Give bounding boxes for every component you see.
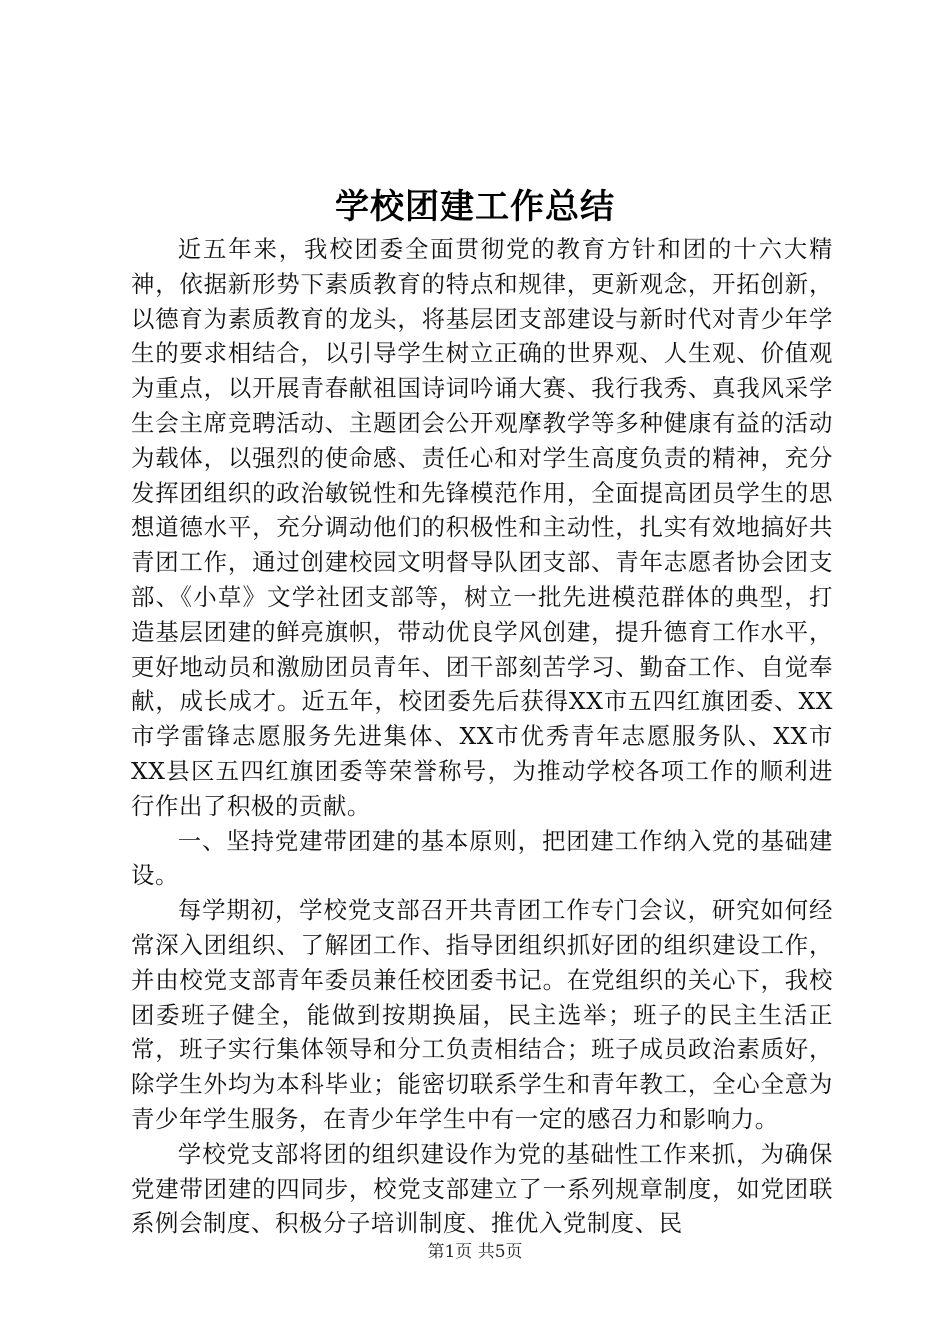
- page-number-footer: 第1页 共5页: [427, 1242, 523, 1262]
- section-heading-1: 一、坚持党建带团建的基本原则，把团建工作纳入党的基础建设。: [131, 826, 833, 890]
- document-title: 学校团建工作总结: [335, 187, 615, 227]
- document-body: [131, 232, 833, 1241]
- paragraph-semester: 每学期初，学校党支部召开共青团工作专门会议，研究如何经常深入团组织、了解团工作、指导团组织抓好团的组织建设工作，并由校党支部青年委员兼任校团委书记。在党组织的关心下，我校团委班子健全，能做到按期换届，民主选举；班子的民主生活正常，班子实行集体领导和分工负责相结合；班子成员政治素质好，除学生外均为本科毕业；能密切联系学生和青年教工，全心全意为青少年学生服务，在青少年学生中有一定的感召力和影响力。: [131, 896, 833, 1133]
- paragraph-intro: 近五年来，我校团委全面贯彻党的教育方针和团的十六大精神，依据新形势下素质教育的特点和规律，更新观念，开拓创新，以德育为素质教育的龙头，将基层团支部建设与新时代对青少年学生的要求相结合，以引导学生树立正确的世界观、人生观、价值观为重点，以开展青春献祖国诗词吟诵大赛、我行我秀、真我风采学生会主席竞聘活动、主题团会公开观摩教学等多种健康有益的活动为载体，以强烈的使命感、责任心和对学生高度负责的精神，充分发挥团组织的政治敏锐性和先锋模范作用，全面提高团员学生的思想道德水平，充分调动他们的积极性和主动性，扎实有效地搞好共青团工作，通过创建校园文明督导队团支部、青年志愿者协会团支部、《小草》文学社团支部等，树立一批先进模范群体的典型，打造基层团建的鲜亮旗帜，带动优良学风创建，提升德育工作水平，更好地动员和激励团员青年、团干部刻苦学习、勤奋工作、自觉奉献，成长成才。近五年，校团委先后获得XX市五四红旗团委、XX市学雷锋志愿服务先进集体、XX市优秀青年志愿服务队、XX市XX县区五四红旗团委等荣誉称号，为推动学校各项工作的顺利进行作出了积极的贡献。: [131, 235, 833, 820]
- paragraph-organization: 学校党支部将团的组织建设作为党的基础性工作来抓，为确保党建带团建的四同步，校党支部建立了一系列规章制度，如党团联系例会制度、积极分子培训制度、推优入党制度、民: [131, 1139, 833, 1238]
